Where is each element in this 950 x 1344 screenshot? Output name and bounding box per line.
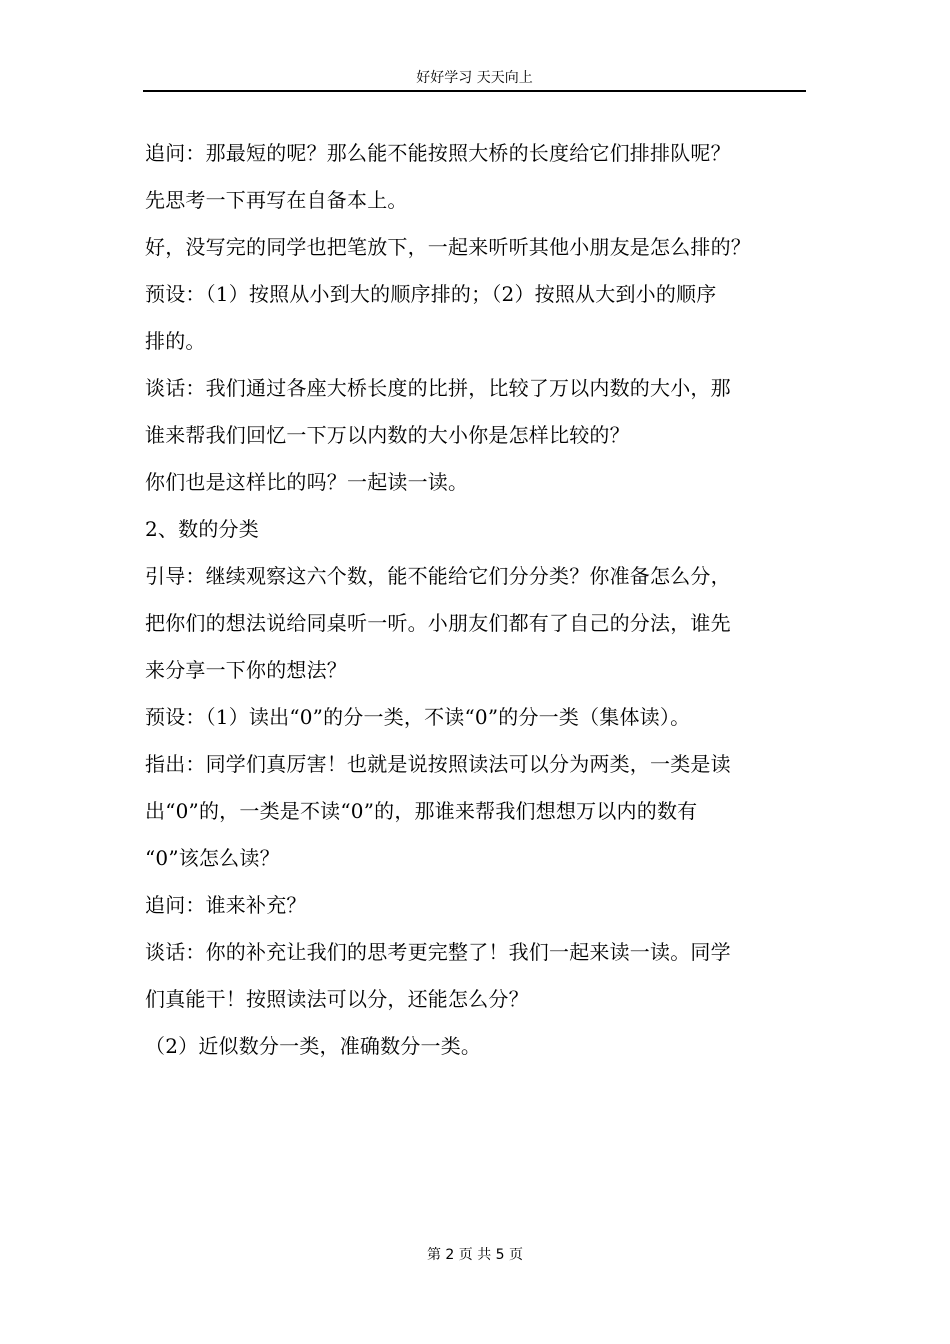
body-line: 追问：谁来补充？ (145, 893, 307, 917)
body-line: 先思考一下再写在自备本上。 (145, 188, 408, 212)
body-line: （2）近似数分一类，准确数分一类。 (145, 1034, 482, 1058)
body-line: 好，没写完的同学也把笔放下，一起来听听其他小朋友是怎么排的？ (145, 235, 751, 259)
body-line: 引导：继续观察这六个数，能不能给它们分分类？你准备怎么分， (145, 564, 731, 588)
body-line: 预设：（1）读出“0”的分一类，不读“0”的分一类（集体读）。 (145, 705, 691, 729)
section-heading: 2、数的分类 (145, 517, 259, 541)
document-body (145, 130, 813, 1070)
body-line: 们真能干！按照读法可以分，还能怎么分？ (145, 987, 529, 1011)
body-line: 你们也是这样比的吗？一起读一读。 (145, 470, 469, 494)
body-line: 指出：同学们真厉害！也就是说按照读法可以分为两类，一类是读 (145, 752, 731, 776)
body-line: 预设：（1）按照从小到大的顺序排的；（2）按照从大到小的顺序 (145, 282, 717, 306)
page-footer (0, 1245, 950, 1265)
body-line: 出“0”的，一类是不读“0”的，那谁来帮我们想想万以内的数有 (145, 799, 698, 823)
page-header (143, 68, 806, 92)
body-line: 排的。 (145, 329, 206, 353)
body-line: 谈话：我们通过各座大桥长度的比拼，比较了万以内数的大小，那 (145, 376, 731, 400)
body-line: “0”该怎么读？ (145, 846, 280, 870)
header-text: 好好学习 天天向上 (416, 70, 533, 86)
body-line: 来分享一下你的想法？ (145, 658, 347, 682)
body-line: 谈话：你的补充让我们的思考更完整了！我们一起来读一读。同学 (145, 940, 731, 964)
body-line: 把你们的想法说给同桌听一听。小朋友们都有了自己的分法，谁先 (145, 611, 731, 635)
body-line: 谁来帮我们回忆一下万以内数的大小你是怎样比较的？ (145, 423, 630, 447)
body-line: 追问：那最短的呢？那么能不能按照大桥的长度给它们排排队呢？ (145, 141, 731, 165)
page-number: 第 2 页 共 5 页 (426, 1247, 524, 1263)
